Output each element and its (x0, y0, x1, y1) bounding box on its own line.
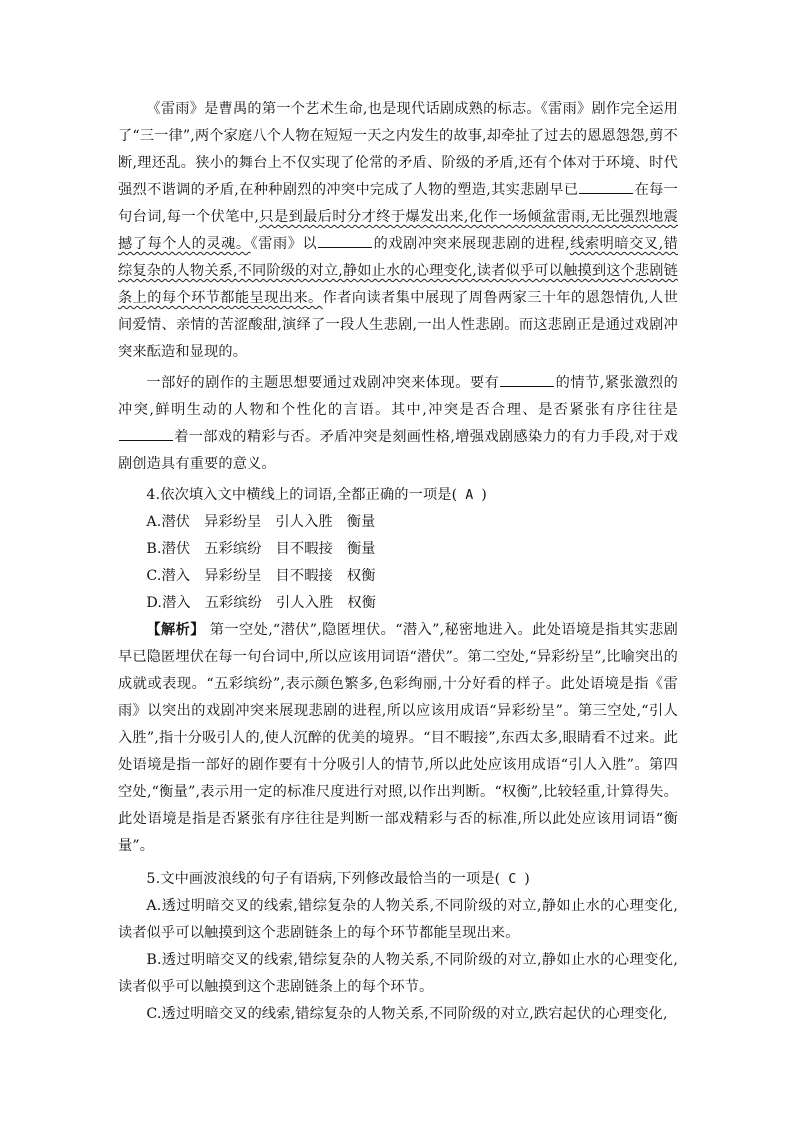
passage-text: 作者向读者集中展现了周鲁两家三十年的恩怨情仇,人世间爱情、亲情的苦涩酸甜,演绎了一段人生悲剧,一出人性悲剧。而这悲剧正是通过戏剧冲突来酝造和显现的。 (118, 290, 679, 360)
option-c: C.透过明暗交叉的线索,错综复杂的人物关系,不同阶级的对立,跌宕起伏的心理变化, (146, 1006, 668, 1022)
question-text: 4.依次填入文中横线上的词语,全都正确的一项是( (146, 487, 458, 503)
question-text: 5.文中画波浪线的句子有语病,下列修改最恰当的一项是( (146, 871, 501, 887)
option-a: A.透过明暗交叉的线索,错综复杂的人物关系,不同阶级的对立,静如止水的心理变化,读者似乎可以触摸到这个悲剧链条上的每个环节都能呈现出来。 (118, 898, 678, 941)
answer-value: C (508, 872, 517, 887)
passage-text: 《雷雨》是曹禺的第一个艺术生命,也是现代话剧成熟的标志。《雷雨》剧作完全运用了“三一律”,两个家庭八个人物在短短一天之内发生的故事,却牵扯了过去的恩恩怨怨,剪不断,理还乱。狭小的舞台上不仅实现了伦常的矛盾、阶级的矛盾,还有个体对于环境、时代强烈不谐调的矛盾,在种种剧烈的冲突中完成了人物的塑造,其实悲剧早已 (118, 101, 678, 198)
passage-text: 在每一句台词,每一个伏笔中, (118, 182, 678, 225)
option-b: B.透过明暗交叉的线索,错综复杂的人物关系,不同阶级的对立,静如止水的心理变化,读者似乎可以触摸到这个悲剧链条上的每个环节。 (118, 952, 678, 995)
wavy-underlined-text: 只是到最后时分才终于爆发出来,化作一场倾盆雷雨,无比强烈地震撼了每个人的灵魂。 (118, 209, 678, 252)
option-c: C.潜入 异彩纷呈 目不暇接 权衡 (146, 568, 376, 584)
fill-blank-4 (119, 439, 173, 441)
passage-paragraph-1 (118, 96, 678, 366)
option-b: B.潜伏 五彩缤纷 目不暇接 衡量 (146, 541, 376, 557)
wavy-underlined-sentence: 线索明暗交叉,错综复杂的人物关系,不同阶级的对立,静如止水的心理变化,读者似乎可以触摸到这个悲剧链条上的每个环节都能呈现出来。 (118, 236, 678, 306)
passage-text: 的戏剧冲突来展现悲剧的进程, (373, 236, 570, 252)
passage-text: 着一部戏的精彩与否。矛盾冲突是刻画性格,增强戏剧感染力的有力手段,对于戏剧创造具有重要的意义。 (118, 429, 678, 472)
analysis-tag: 【解析】 (146, 622, 205, 638)
fill-blank-3 (500, 385, 554, 387)
document-page (118, 96, 678, 1028)
passage-text: 的情节,紧张激烈的冲突,鲜明生动的人物和个性化的言语。其中,冲突是否合理、是否紧张有序往往是 (118, 375, 678, 418)
analysis-text: 第一空处,“潜伏”,隐匿埋伏。“潜入”,秘密地进入。此处语境是指其实悲剧早已隐匿埋伏在每一句台词中,所以应该用词语“潜伏”。第二空处,“异彩纷呈”,比喻突出的成就或表现。“五彩缤纷”,表示颜色繁多,色彩绚丽,十分好看的样子。此处语境是指《雷雨》以突出的戏剧冲突来展现悲剧的进程,所以应该用成语“异彩纷呈”。第三空处,“引人入胜”,指十分吸引人的,使人沉醉的优美的境界。“目不暇接”,东西太多,眼睛看不过来。此处语境是指一部好的剧作要有十分吸引人的情节,所以此处应该用成语“引人入胜”。第四空处,“衡量”,表示用一定的标准尺度进行对照,以作出判断。“权衡”,比较轻重,计算得失。此处语境是指是否紧张有序往往是判断一部戏精彩与否的标准,所以此处应该用词语“衡量”。 (118, 622, 678, 854)
option-a: A.潜伏 异彩纷呈 引人入胜 衡量 (146, 514, 376, 530)
answer-letter (457, 488, 481, 503)
question-close: ) (481, 487, 487, 503)
passage-text: 一部好的剧作的主题思想要通过戏剧冲突来体现。要有 (146, 375, 500, 391)
fill-blank-1 (579, 192, 633, 194)
option-d: D.潜入 五彩缤纷 引人入胜 权衡 (146, 595, 377, 611)
passage-paragraph-2 (118, 370, 678, 478)
analysis-paragraph (118, 617, 678, 860)
question-4-stem (118, 482, 678, 509)
fill-blank-2 (318, 246, 372, 248)
answer-value: A (465, 488, 474, 503)
passage-text: 《雷雨》以 (250, 236, 318, 252)
question-5-stem (118, 866, 678, 893)
question-close: ) (524, 871, 530, 887)
answer-letter (500, 872, 524, 887)
